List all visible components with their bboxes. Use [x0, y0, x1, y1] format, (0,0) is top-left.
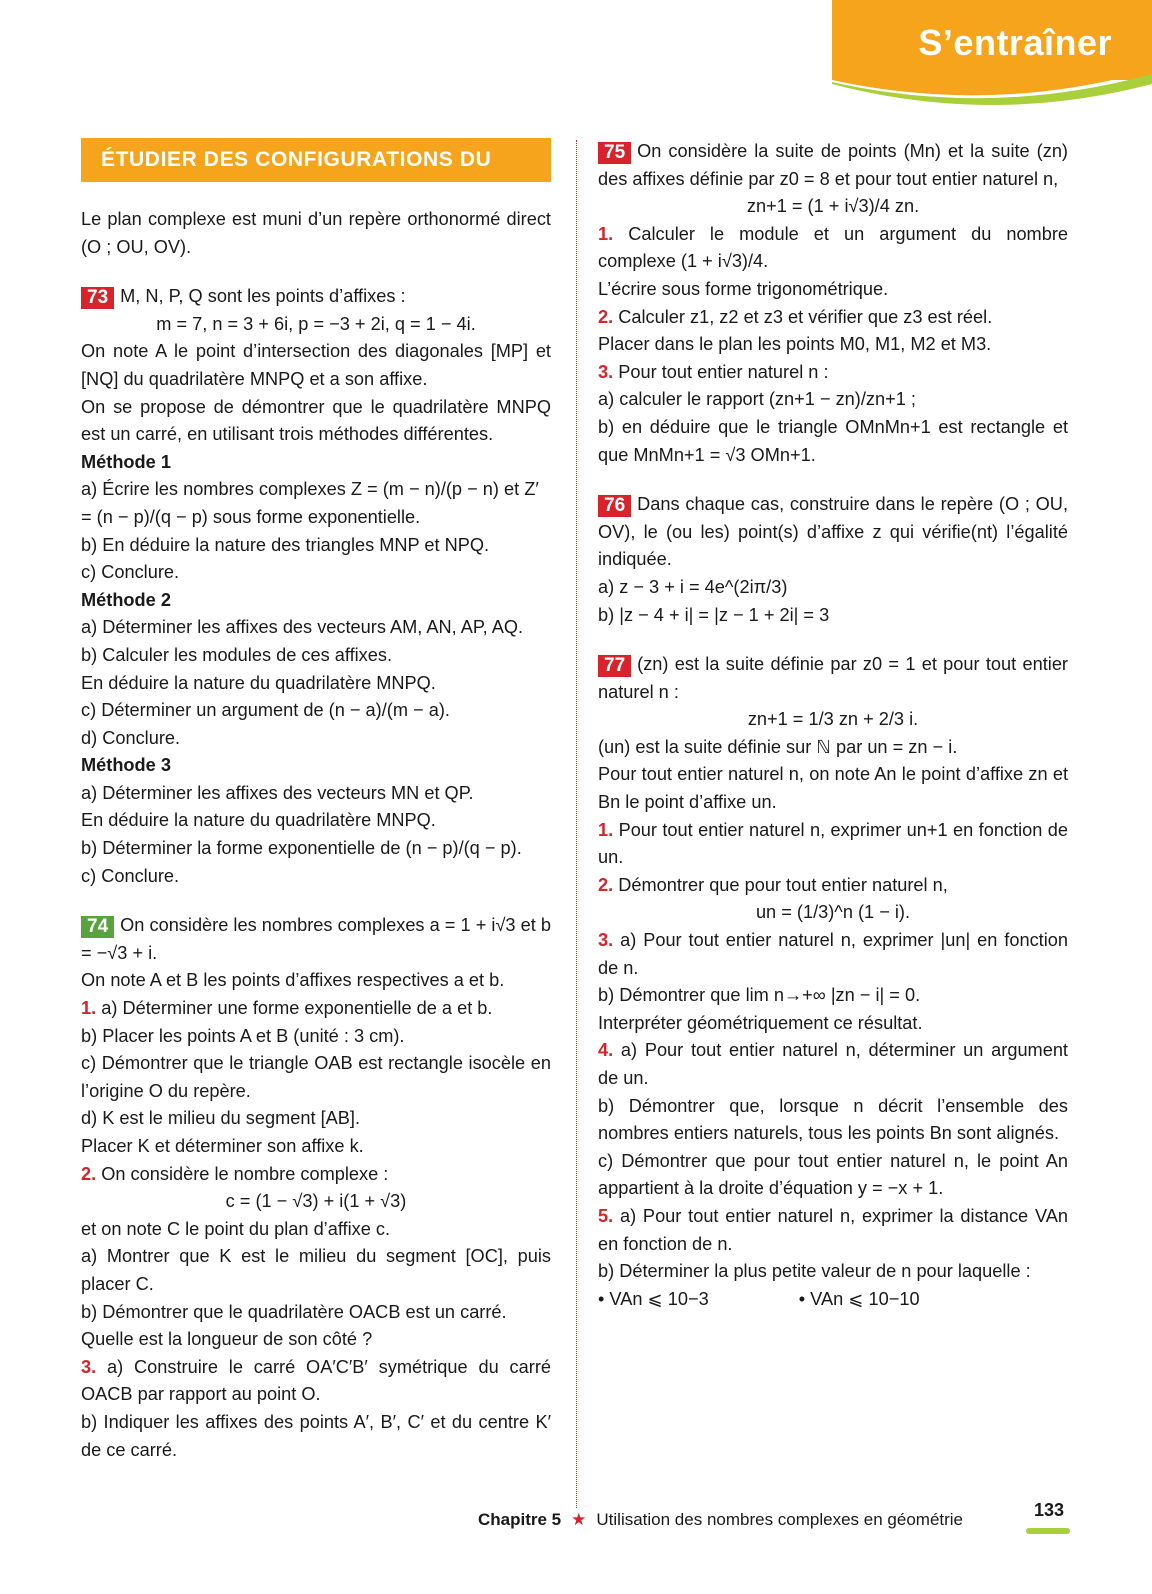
step-number: 3.	[598, 361, 614, 382]
exercise-number: 76	[598, 495, 631, 517]
footer-chapter: Chapitre 5	[478, 1510, 562, 1529]
page-footer	[478, 1510, 963, 1530]
exercise-77: 77 (zn) est la suite définie par z0 = 1 et pour tout entier naturel n : zn+1 = 1/3 zn + 2/3 i. (un) est la suite définie sur ℕ par un = zn − i. Pour tout entier naturel n, on note An le point d’affixe zn et Bn le point d’affixe un. 1. Pour tout entier naturel n, exprimer un+1 en fonction de un. 2. Démontrer que pour tout entier naturel n, un = (1/3)^n (1 − i). 3. a) Pour tout entier naturel n, exprimer |un| en fonction de n. b) Démontrer que lim n→+∞ |zn − i| = 0. Interpréter géométriquement ce résultat. 4. a) Pour tout entier naturel n, déterminer un argument de un. b) Démontrer que, lorsque n décrit l’ensemble des nombres entiers naturels, tous les points Bn sont alignés. c) Démontrer que pour tout entier naturel n, le point An appartient à la droite d’équation y = −x + 1. 5. a) Pour tout entier naturel n, exprimer la distance VAn en fonction de n. b) Déterminer la plus petite valeur de n pour laquelle : • VAn ⩽ 10−3 • VAn ⩽ 10−10	[598, 651, 1068, 1313]
exercise-number: 74	[81, 916, 114, 938]
column-divider	[576, 140, 577, 1508]
page-number: 133	[1034, 1500, 1065, 1520]
left-column	[81, 138, 551, 1464]
method-heading: Méthode 2	[81, 589, 171, 610]
exercise-number: 77	[598, 655, 631, 677]
step-number: 2.	[598, 874, 614, 895]
exercise-75: 75 On considère la suite de points (Mn) et la suite (zn) des affixes définie par z0 = 8 et pour tout entier naturel n, zn+1 = (1 + i√3)/4 zn. 1. Calculer le module et un argument du nombre complexe (1 + i√3)/4. L’écrire sous forme trigonométrique. 2. Calculer z1, z2 et z3 et vérifier que z3 est réel. Placer dans le plan les points M0, M1, M2 et M3. 3. Pour tout entier naturel n : a) calculer le rapport (zn+1 − zn)/zn+1 ; b) en déduire que le triangle OMnMn+1 est rectangle et que MnMn+1 = √3 OMn+1.	[598, 141, 1068, 465]
banner-swoosh	[832, 70, 1152, 110]
banner-title: S’entraîner	[918, 22, 1112, 63]
step-number: 5.	[598, 1205, 614, 1226]
step-number: 1.	[81, 998, 97, 1019]
intro-text: Le plan complexe est muni d’un repère orthonormé direct (O ; OU, OV).	[81, 209, 551, 257]
method-heading: Méthode 3	[81, 755, 171, 776]
step-number: 3.	[598, 930, 614, 951]
step-number: 1.	[598, 819, 614, 840]
exercise-73: 73 M, N, P, Q sont les points d’affixes : m = 7, n = 3 + 6i, p = −3 + 2i, q = 1 − 4i. On note A le point d’intersection des diagonales [MP] et [NQ] du quadrilatère MNPQ et a son affixe. On se propose de démontrer que le quadrilatère MNPQ est un carré, en utilisant trois méthodes différentes. Méthode 1 a) Écrire les nombres complexes Z = (m − n)/(p − n) et Z′ = (n − p)/(q − p) sous forme exponentielle. b) En déduire la nature des triangles MNP et NPQ. c) Conclure. Méthode 2 a) Déterminer les affixes des vecteurs AM, AN, AP, AQ. b) Calculer les modules de ces affixes. En déduire la nature du quadrilatère MNPQ. c) Déterminer un argument de (n − a)/(m − a). d) Conclure. Méthode 3 a) Déterminer les affixes des vecteurs MN et QP. En déduire la nature du quadrilatère MNPQ. b) Déterminer la forme exponentielle de (n − p)/(q − p). c) Conclure.	[81, 286, 551, 886]
right-column	[598, 138, 1068, 1313]
page-number-underline	[1026, 1528, 1070, 1534]
footer-title: Utilisation des nombres complexes en géométrie	[596, 1510, 964, 1529]
method-heading: Méthode 1	[81, 451, 171, 472]
exercise-number: 73	[81, 287, 114, 309]
exercise-74: 74 On considère les nombres complexes a = 1 + i√3 et b = −√3 + i. On note A et B les points d’affixes respectives a et b. 1. a) Déterminer une forme exponentielle de a et b. b) Placer les points A et B (unité : 3 cm). c) Démontrer que le triangle OAB est rectangle isocèle en l’origine O du repère. d) K est le milieu du segment [AB]. Placer K et déterminer son affixe k. 2. On considère le nombre complexe : c = (1 − √3) + i(1 + √3) et on note C le point du plan d’affixe c. a) Montrer que K est le milieu du segment [OC], puis placer C. b) Démontrer que le quadrilatère OACB est un carré. Quelle est la longueur de son côté ? 3. a) Construire le carré OA′C′B′ symétrique du carré OACB par rapport au point O. b) Indiquer les affixes des points A′, B′, C′ et du centre K′ de ce carré.	[81, 915, 551, 1460]
condition-item: • VAn ⩽ 10−3	[598, 1288, 709, 1309]
step-number: 1.	[598, 223, 614, 244]
chapter-banner	[832, 0, 1152, 80]
section-header: ÉTUDIER DES CONFIGURATIONS DU PLAN	[81, 138, 551, 182]
step-number: 2.	[81, 1163, 97, 1184]
exercise-76: 76 Dans chaque cas, construire dans le repère (O ; OU, OV), le (ou les) point(s) d’affixe z qui vérifie(nt) l’égalité indiquée. a) z − 3 + i = 4e^(2iπ/3) b) |z − 4 + i| = |z − 1 + 2i| = 3	[598, 494, 1068, 625]
condition-item: • VAn ⩽ 10−10	[798, 1288, 920, 1309]
exercise-number: 75	[598, 142, 631, 164]
star-icon: ★	[571, 1510, 587, 1529]
step-number: 2.	[598, 306, 614, 327]
step-number: 3.	[81, 1356, 97, 1377]
step-number: 4.	[598, 1040, 614, 1061]
